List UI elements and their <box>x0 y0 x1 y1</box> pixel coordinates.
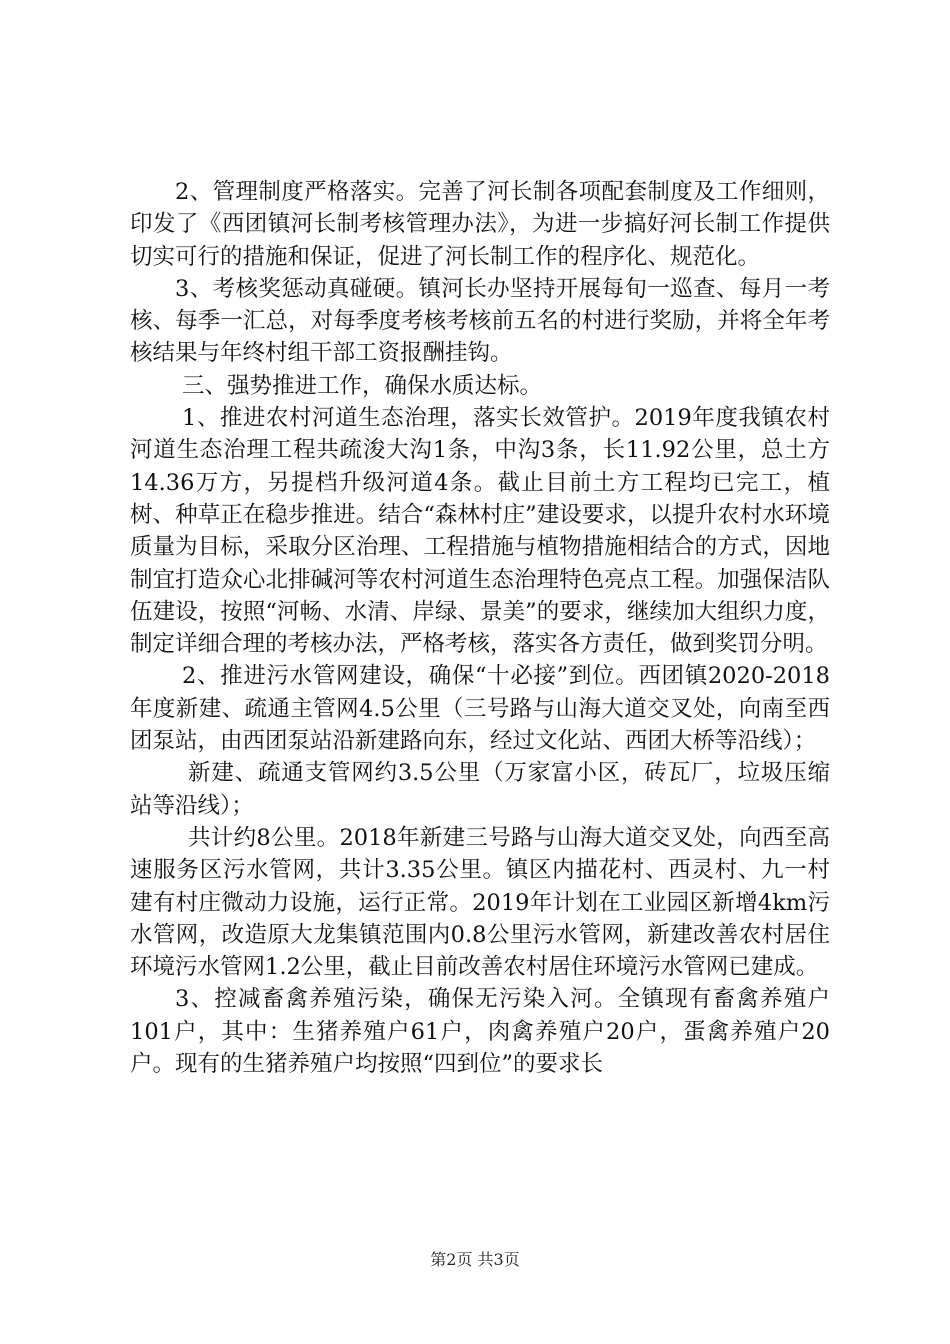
paragraph-sewage-network: 2、推进污水管网建设，确保“十必接”到位。西团镇2020-2018年度新建、疏通主管网4.5公里（三号路与山海大道交叉处，向南至西团泵站，由西团泵站沿新建路向东，经过文化站、西团大桥等沿线）； <box>130 663 830 755</box>
page-number-footer: 第2页 共3页 <box>430 1250 520 1269</box>
section-heading-water-quality: 三、强势推进工作，确保水质达标。 <box>182 372 543 399</box>
paragraph-river-ecology: 1、推进农村河道生态治理，落实长效管护。2019年度我镇农村河道生态治理工程共疏浚大沟1条，中沟3条，长11.92公里，总土方14.36万方，另提档升级河道4条。截止目前土方工程均已完工，植树、种草正在稳步推进。结合“森林村庄”建设要求，以提升农村水环境质量为目标，采取分区治理、工程措施与植物措施相结合的方式，因地制宜打造众心北排碱河等农村河道生态治理特色亮点工程。加强保洁队伍建设，按照“河畅、水清、岸绿、景美”的要求，继续加大组织力度，制定详细合理的考核办法，严格考核，落实各方责任，做到奖罚分明。 <box>130 405 830 658</box>
paragraph-total-network: 共计约8公里。2018年新建三号路与山海大道交叉处，向西至高速服务区污水管网，共计3.35公里。镇区内描花村、西灵村、九一村建有村庄微动力设施，运行正常。2019年计划在工业园区新增4km污水管网，改造原大龙集镇范围内0.8公里污水管网，新建改善农村居住环境污水管网1.2公里，截止目前改善农村居住环境污水管网已建成。 <box>130 824 830 981</box>
paragraph-branch-network: 新建、疏通支管网约3.5公里（万家富小区，砖瓦厂，垃圾压缩站等沿线）； <box>130 760 830 819</box>
paragraph-assessment-rewards: 3、考核奖惩动真碰硬。镇河长办坚持开展每旬一巡查、每月一考核、每季一汇总，对每季度考核考核前五名的村进行奖励，并将全年考核结果与年终村组干部工资报酬挂钩。 <box>130 275 830 367</box>
paragraph-livestock-pollution: 3、控减畜禽养殖污染，确保无污染入河。全镇现有畜禽养殖户101户，其中：生猪养殖户61户，肉禽养殖户20户，蛋禽养殖户20户。现有的生猪养殖户均按照“四到位”的要求长 <box>130 986 830 1078</box>
paragraph-management-system: 2、管理制度严格落实。完善了河长制各项配套制度及工作细则，印发了《西团镇河长制考核管理办法》，为进一步搞好河长制工作提供切实可行的措施和保证，促进了河长制工作的程序化、规范化。 <box>130 179 830 270</box>
document-body <box>130 176 830 1080</box>
